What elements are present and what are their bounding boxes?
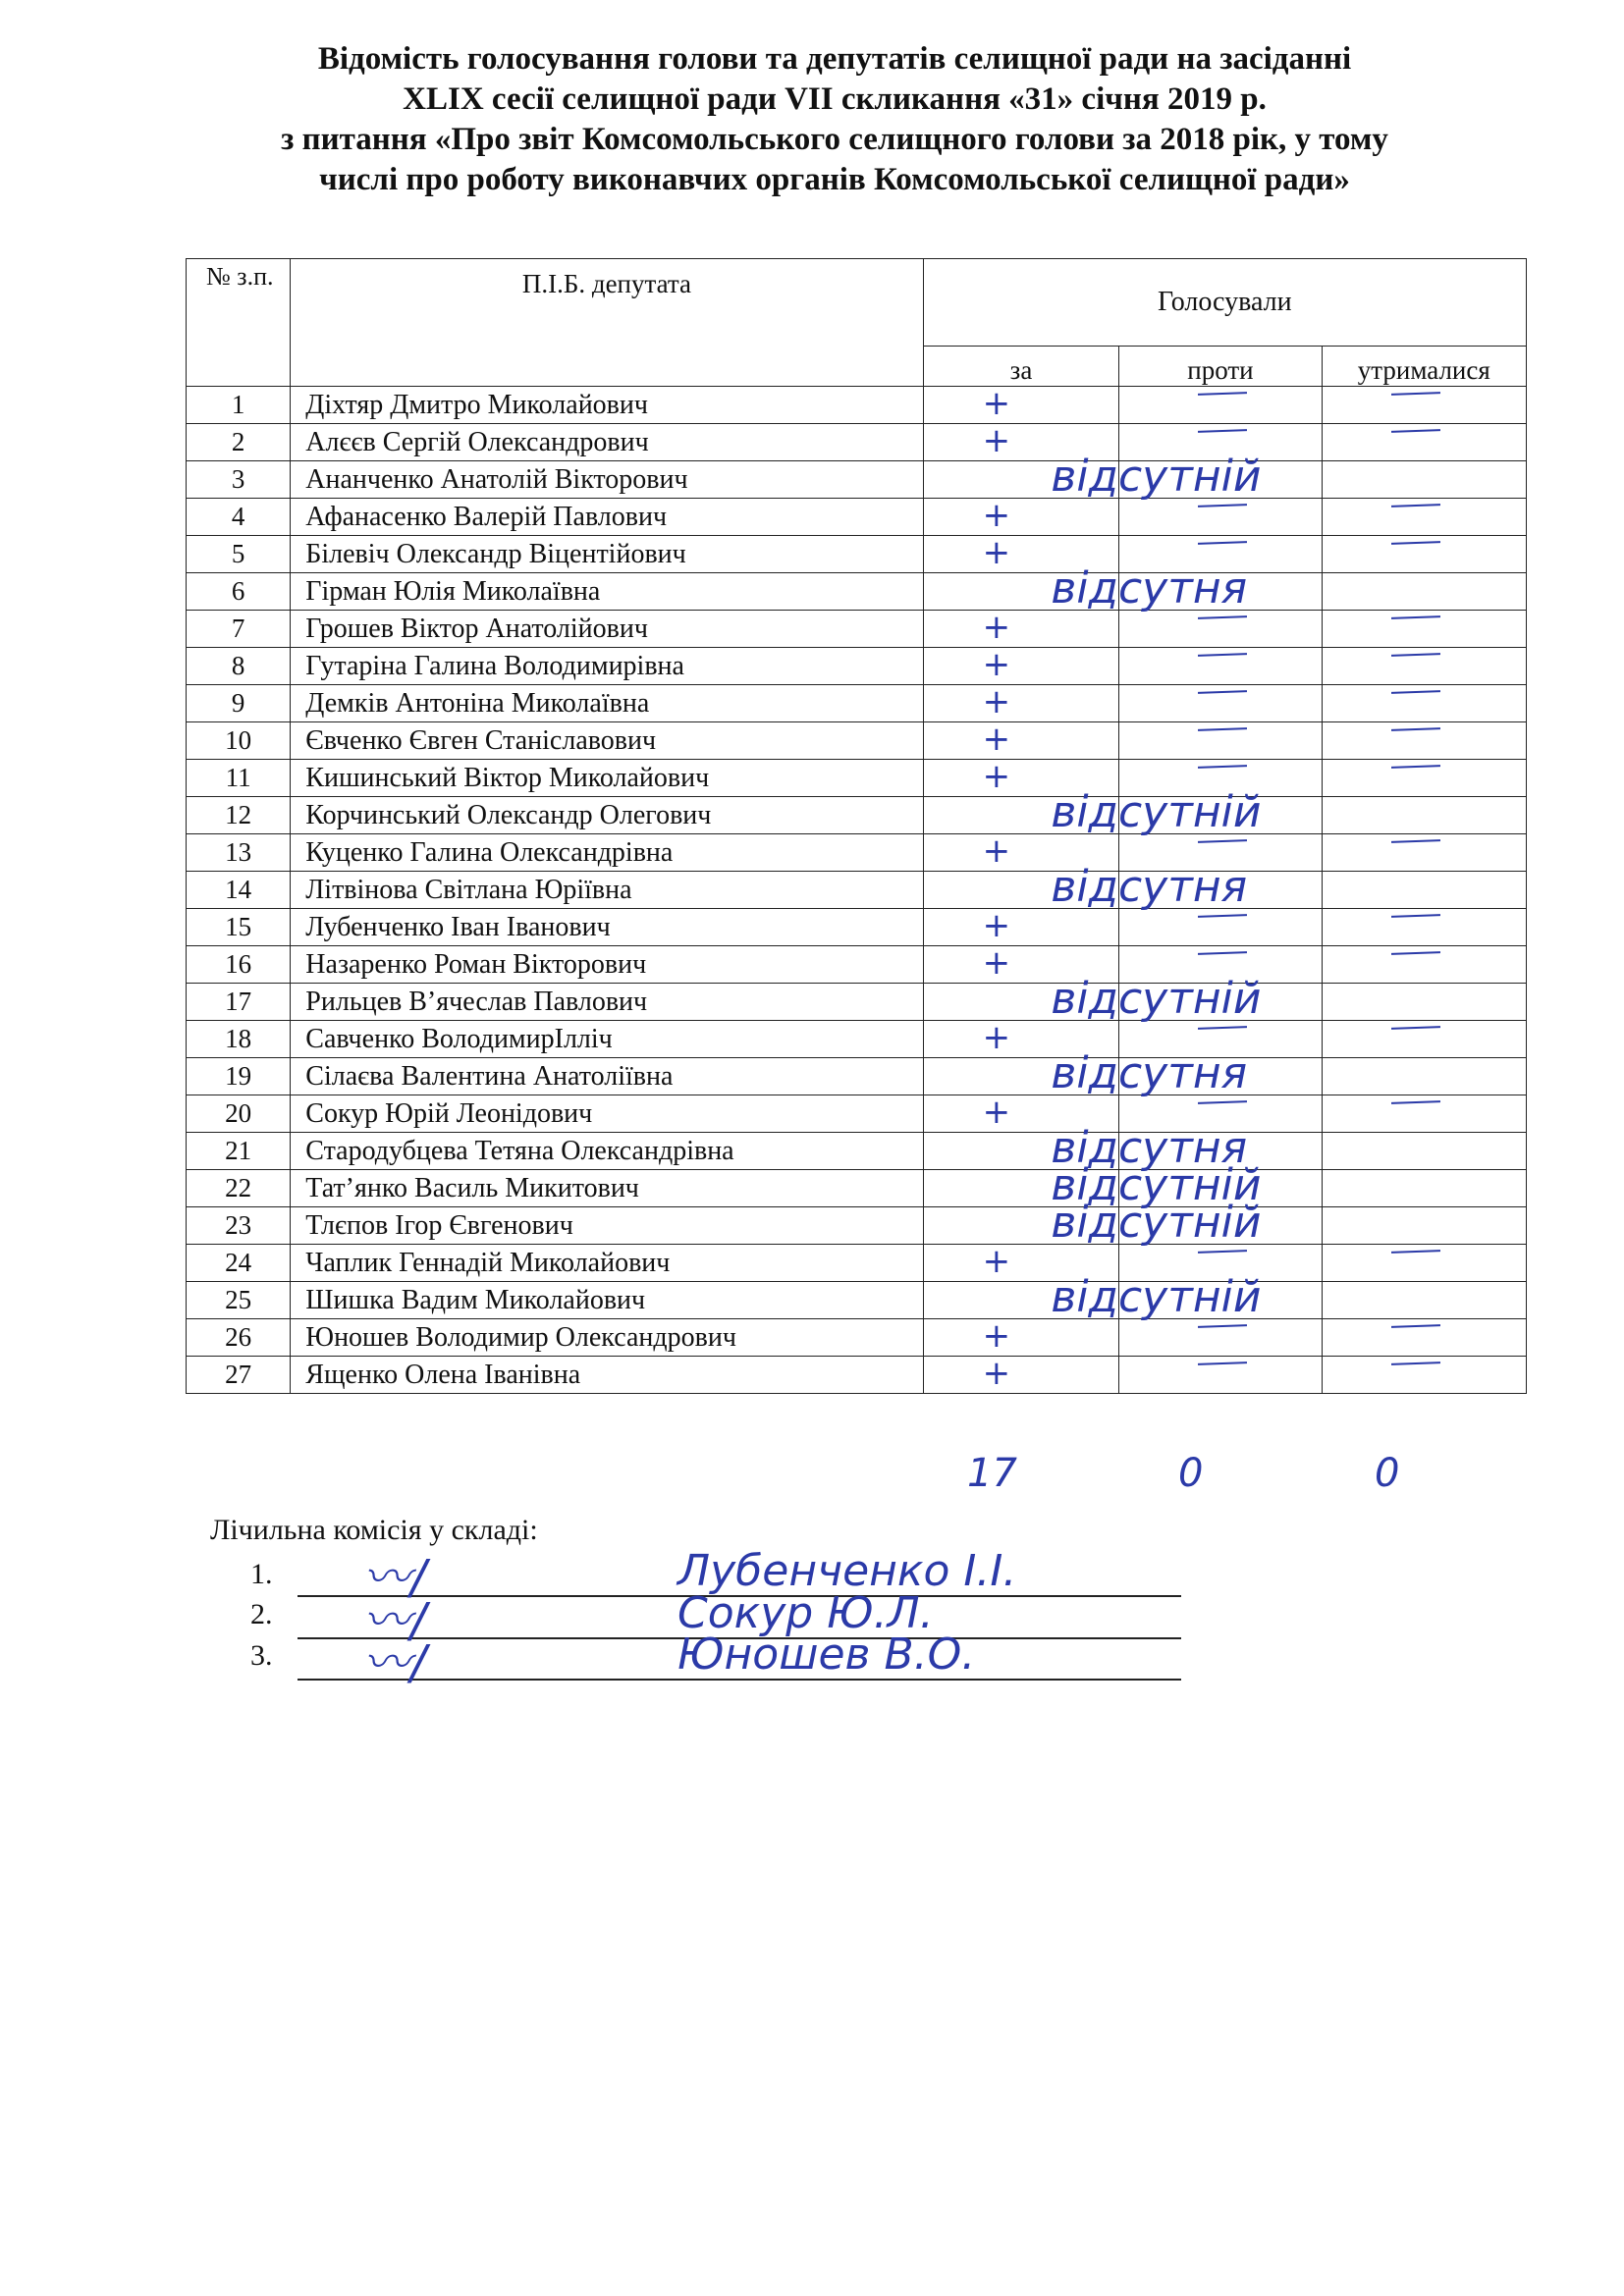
vote-abstained-cell xyxy=(1322,1058,1526,1095)
deputy-row xyxy=(187,387,1527,424)
against-dash-mark xyxy=(1198,690,1247,694)
deputy-name: Рильцев В’ячеслав Павлович xyxy=(291,984,923,1021)
header-for: за xyxy=(923,347,1119,387)
absent-note: відсутній xyxy=(1051,1198,1262,1248)
row-number: 26 xyxy=(187,1319,291,1357)
abstained-dash-mark xyxy=(1391,914,1440,918)
vote-abstained-cell xyxy=(1322,1357,1526,1394)
for-mark: + xyxy=(982,1018,1011,1057)
against-dash-mark xyxy=(1198,765,1247,769)
against-dash-mark xyxy=(1198,1026,1247,1030)
absent-note: відсутня xyxy=(1051,862,1248,912)
abstained-dash-mark xyxy=(1391,1026,1440,1030)
row-number: 7 xyxy=(187,611,291,648)
vote-against-cell xyxy=(1119,722,1322,760)
deputy-name: Назаренко Роман Вікторович xyxy=(291,946,923,984)
deputy-name: Тат’янко Василь Микитович xyxy=(291,1170,923,1207)
deputy-name: Лубенченко Іван Іванович xyxy=(291,909,923,946)
abstained-dash-mark xyxy=(1391,1362,1440,1365)
header-against: проти xyxy=(1119,347,1322,387)
abstained-dash-mark xyxy=(1391,951,1440,955)
deputy-row xyxy=(187,1245,1527,1282)
deputy-row xyxy=(187,573,1527,611)
deputy-name: Сілаєва Валентина Анатоліївна xyxy=(291,1058,923,1095)
vote-for-cell xyxy=(923,384,1119,424)
deputy-name: Тлєпов Ігор Євгенович xyxy=(291,1207,923,1245)
deputy-name: Алєєв Сергій Олександрович xyxy=(291,424,923,461)
deputy-name: Кишинський Віктор Миколайович xyxy=(291,760,923,797)
row-number: 19 xyxy=(187,1058,291,1095)
abstained-dash-mark xyxy=(1391,653,1440,657)
signature-mark: 〰∕ xyxy=(363,1593,427,1648)
deputy-row xyxy=(187,685,1527,722)
abstained-dash-mark xyxy=(1391,690,1440,694)
deputy-row xyxy=(187,648,1527,685)
against-dash-mark xyxy=(1198,653,1247,657)
vote-against-cell xyxy=(1051,1272,1322,1322)
deputy-row xyxy=(187,834,1527,872)
for-mark: + xyxy=(982,943,1011,983)
against-dash-mark xyxy=(1198,951,1247,955)
abstained-dash-mark xyxy=(1391,1324,1440,1328)
deputy-name: Савченко ВолодимирІлліч xyxy=(291,1021,923,1058)
vote-against-cell xyxy=(1119,648,1322,685)
for-mark: + xyxy=(982,608,1011,647)
signature-mark: 〰∕ xyxy=(363,1635,427,1690)
row-number: 18 xyxy=(187,1021,291,1058)
deputy-row xyxy=(187,1133,1527,1170)
deputy-row xyxy=(187,461,1527,499)
against-dash-mark xyxy=(1198,839,1247,843)
vote-abstained-cell xyxy=(1322,909,1526,946)
absent-note: відсутній xyxy=(1051,452,1262,502)
commission-number-3: 3. xyxy=(250,1639,273,1672)
abstained-dash-mark xyxy=(1391,429,1440,433)
deputy-name: Гутаріна Галина Володимирівна xyxy=(291,648,923,685)
row-number: 6 xyxy=(187,573,291,611)
commission-heading: Лічильна комісія у складі: xyxy=(210,1514,538,1546)
abstained-dash-mark xyxy=(1391,392,1440,396)
for-mark: + xyxy=(982,757,1011,796)
vote-abstained-cell xyxy=(1322,834,1526,872)
vote-against-cell xyxy=(1119,387,1322,424)
abstained-dash-mark xyxy=(1391,1100,1440,1104)
header-deputy-name: П.І.Б. депутата xyxy=(291,259,923,387)
for-mark: + xyxy=(982,421,1011,460)
row-number: 11 xyxy=(187,760,291,797)
absent-note: відсутній xyxy=(1051,1160,1262,1210)
title-line-3: з питання «Про звіт Комсомольського селищного голови за 2018 рік, у тому xyxy=(281,122,1388,157)
vote-against-cell xyxy=(1051,452,1322,502)
deputy-row xyxy=(187,1207,1527,1245)
vote-abstained-cell xyxy=(1322,722,1526,760)
vote-for-cell xyxy=(923,906,1119,946)
abstained-dash-mark xyxy=(1391,541,1440,545)
deputy-row xyxy=(187,1021,1527,1058)
deputy-name: Корчинський Олександр Олегович xyxy=(291,797,923,834)
absent-note: відсутня xyxy=(1051,1048,1248,1098)
for-mark: + xyxy=(982,496,1011,535)
vote-abstained-cell xyxy=(1322,1021,1526,1058)
title-line-4: числі про роботу виконавчих органів Комсомольської селищної ради» xyxy=(319,162,1350,197)
against-dash-mark xyxy=(1198,392,1247,396)
deputy-row xyxy=(187,722,1527,760)
for-mark: + xyxy=(982,906,1011,945)
deputy-row xyxy=(187,424,1527,461)
row-number: 22 xyxy=(187,1170,291,1207)
row-number: 20 xyxy=(187,1095,291,1133)
vote-for-cell xyxy=(923,1316,1119,1357)
vote-against-cell xyxy=(1051,787,1322,837)
row-number: 23 xyxy=(187,1207,291,1245)
vote-abstained-cell xyxy=(1322,461,1526,499)
vote-against-cell xyxy=(1119,499,1322,536)
vote-abstained-cell xyxy=(1322,872,1526,909)
against-dash-mark xyxy=(1198,429,1247,433)
vote-abstained-cell xyxy=(1322,499,1526,536)
header-number: № з.п. xyxy=(187,259,291,387)
vote-abstained-cell xyxy=(1322,648,1526,685)
deputy-name: Ананченко Анатолій Вікторович xyxy=(291,461,923,499)
deputy-row xyxy=(187,984,1527,1021)
vote-abstained-cell xyxy=(1322,387,1526,424)
deputy-name: Юношев Володимир Олександрович xyxy=(291,1319,923,1357)
against-dash-mark xyxy=(1198,615,1247,619)
absent-note: відсутній xyxy=(1051,974,1262,1024)
abstained-dash-mark xyxy=(1391,615,1440,619)
vote-against-cell xyxy=(1051,563,1322,614)
vote-for-cell xyxy=(923,645,1119,685)
deputy-name: Чаплик Геннадій Миколайович xyxy=(291,1245,923,1282)
commission-member-2: Сокур Ю.Л. xyxy=(677,1588,934,1638)
abstained-dash-mark xyxy=(1391,727,1440,731)
deputy-row xyxy=(187,1170,1527,1207)
abstained-dash-mark xyxy=(1391,839,1440,843)
deputy-name: Літвінова Світлана Юріївна xyxy=(291,872,923,909)
for-mark: + xyxy=(982,1316,1011,1356)
title-line-1: Відомість голосування голови та депутатів селищної ради на засіданні xyxy=(317,41,1352,77)
vote-against-cell xyxy=(1051,862,1322,912)
vote-abstained-cell xyxy=(1322,760,1526,797)
against-dash-mark xyxy=(1198,1324,1247,1328)
vote-abstained-cell xyxy=(1322,984,1526,1021)
vote-abstained-cell xyxy=(1322,611,1526,648)
row-number: 10 xyxy=(187,722,291,760)
for-mark: + xyxy=(982,1093,1011,1132)
for-mark: + xyxy=(982,1354,1011,1393)
deputy-row xyxy=(187,499,1527,536)
vote-against-cell xyxy=(1119,611,1322,648)
deputy-name: Демків Антоніна Миколаївна xyxy=(291,685,923,722)
title-line-2: XLIX сесії селищної ради VII скликання «31» січня 2019 р. xyxy=(403,81,1267,117)
vote-abstained-cell xyxy=(1322,1133,1526,1170)
row-number: 5 xyxy=(187,536,291,573)
row-number: 9 xyxy=(187,685,291,722)
deputy-name: Ященко Олена Іванівна xyxy=(291,1357,923,1394)
total-abstained: 0 xyxy=(1375,1451,1400,1496)
header-voted: Голосували xyxy=(923,259,1526,347)
deputy-name: Стародубцева Тетяна Олександрівна xyxy=(291,1133,923,1170)
absent-note: відсутня xyxy=(1051,563,1248,614)
deputy-row xyxy=(187,1319,1527,1357)
deputy-name: Шишка Вадим Миколайович xyxy=(291,1282,923,1319)
vote-abstained-cell xyxy=(1322,1170,1526,1207)
commission-member-1: Лубенченко І.І. xyxy=(677,1546,1017,1596)
for-mark: + xyxy=(982,384,1011,423)
vote-abstained-cell xyxy=(1322,1095,1526,1133)
vote-against-cell xyxy=(1119,1357,1322,1394)
vote-for-cell xyxy=(923,682,1119,722)
vote-abstained-cell xyxy=(1322,797,1526,834)
vote-abstained-cell xyxy=(1322,1282,1526,1319)
against-dash-mark xyxy=(1198,1362,1247,1365)
row-number: 16 xyxy=(187,946,291,984)
deputy-row xyxy=(187,1282,1527,1319)
against-dash-mark xyxy=(1198,541,1247,545)
row-number: 25 xyxy=(187,1282,291,1319)
for-mark: + xyxy=(982,682,1011,721)
abstained-dash-mark xyxy=(1391,1250,1440,1254)
vote-for-cell xyxy=(923,1354,1119,1394)
absent-note: відсутній xyxy=(1051,787,1262,837)
for-mark: + xyxy=(982,720,1011,759)
for-mark: + xyxy=(982,533,1011,572)
vote-for-cell xyxy=(923,496,1119,536)
against-dash-mark xyxy=(1198,504,1247,507)
signature-mark: 〰∕ xyxy=(363,1550,427,1605)
deputy-rows xyxy=(187,384,1527,1394)
vote-abstained-cell xyxy=(1322,1319,1526,1357)
deputy-row xyxy=(187,946,1527,984)
vote-abstained-cell xyxy=(1322,1245,1526,1282)
vote-against-cell xyxy=(1119,909,1322,946)
against-dash-mark xyxy=(1198,727,1247,731)
deputy-name: Гірман Юлія Миколаївна xyxy=(291,573,923,611)
commission-number-1: 1. xyxy=(250,1558,273,1590)
vote-against-cell xyxy=(1051,1198,1322,1248)
row-number: 13 xyxy=(187,834,291,872)
abstained-dash-mark xyxy=(1391,504,1440,507)
deputy-row xyxy=(187,1357,1527,1394)
deputy-row xyxy=(187,760,1527,797)
for-mark: + xyxy=(982,645,1011,684)
deputy-row xyxy=(187,872,1527,909)
deputy-name: Куценко Галина Олександрівна xyxy=(291,834,923,872)
vote-against-cell xyxy=(1119,1319,1322,1357)
vote-against-cell xyxy=(1119,685,1322,722)
vote-abstained-cell xyxy=(1322,685,1526,722)
deputy-row xyxy=(187,1095,1527,1133)
abstained-dash-mark xyxy=(1391,765,1440,769)
row-number: 17 xyxy=(187,984,291,1021)
deputy-row xyxy=(187,611,1527,648)
deputy-name: Євченко Євген Станіславович xyxy=(291,722,923,760)
deputy-row xyxy=(187,1058,1527,1095)
for-mark: + xyxy=(982,831,1011,871)
row-number: 4 xyxy=(187,499,291,536)
row-number: 3 xyxy=(187,461,291,499)
deputy-name: Сокур Юрій Леонідович xyxy=(291,1095,923,1133)
row-number: 15 xyxy=(187,909,291,946)
vote-abstained-cell xyxy=(1322,946,1526,984)
deputy-row xyxy=(187,797,1527,834)
vote-abstained-cell xyxy=(1322,424,1526,461)
voting-table xyxy=(186,258,1527,1394)
row-number: 21 xyxy=(187,1133,291,1170)
against-dash-mark xyxy=(1198,1100,1247,1104)
vote-against-cell xyxy=(1051,1048,1322,1098)
deputy-name: Білевіч Олександр Віцентійович xyxy=(291,536,923,573)
commission-number-2: 2. xyxy=(250,1598,273,1630)
vote-against-cell xyxy=(1051,974,1322,1024)
total-against: 0 xyxy=(1178,1451,1204,1496)
row-number: 8 xyxy=(187,648,291,685)
row-number: 1 xyxy=(187,387,291,424)
deputy-name: Грошев Віктор Анатолійович xyxy=(291,611,923,648)
deputy-name: Афанасенко Валерій Павлович xyxy=(291,499,923,536)
vote-for-cell xyxy=(923,722,1119,760)
against-dash-mark xyxy=(1198,914,1247,918)
document-title xyxy=(177,39,1492,200)
deputy-row xyxy=(187,536,1527,573)
header-abstained: утрималися xyxy=(1322,347,1526,387)
vote-abstained-cell xyxy=(1322,573,1526,611)
absent-note: відсутній xyxy=(1051,1272,1262,1322)
row-number: 14 xyxy=(187,872,291,909)
deputy-name: Діхтяр Дмитро Миколайович xyxy=(291,387,923,424)
vote-abstained-cell xyxy=(1322,536,1526,573)
commission-member-3: Юношев В.О. xyxy=(677,1629,976,1680)
against-dash-mark xyxy=(1198,1250,1247,1254)
row-number: 24 xyxy=(187,1245,291,1282)
vote-abstained-cell xyxy=(1322,1207,1526,1245)
for-mark: + xyxy=(982,1242,1011,1281)
absent-note: відсутня xyxy=(1051,1123,1248,1173)
row-number: 27 xyxy=(187,1357,291,1394)
vote-for-cell xyxy=(923,608,1119,648)
total-for: 17 xyxy=(967,1451,1017,1496)
deputy-row xyxy=(187,909,1527,946)
row-number: 2 xyxy=(187,424,291,461)
row-number: 12 xyxy=(187,797,291,834)
